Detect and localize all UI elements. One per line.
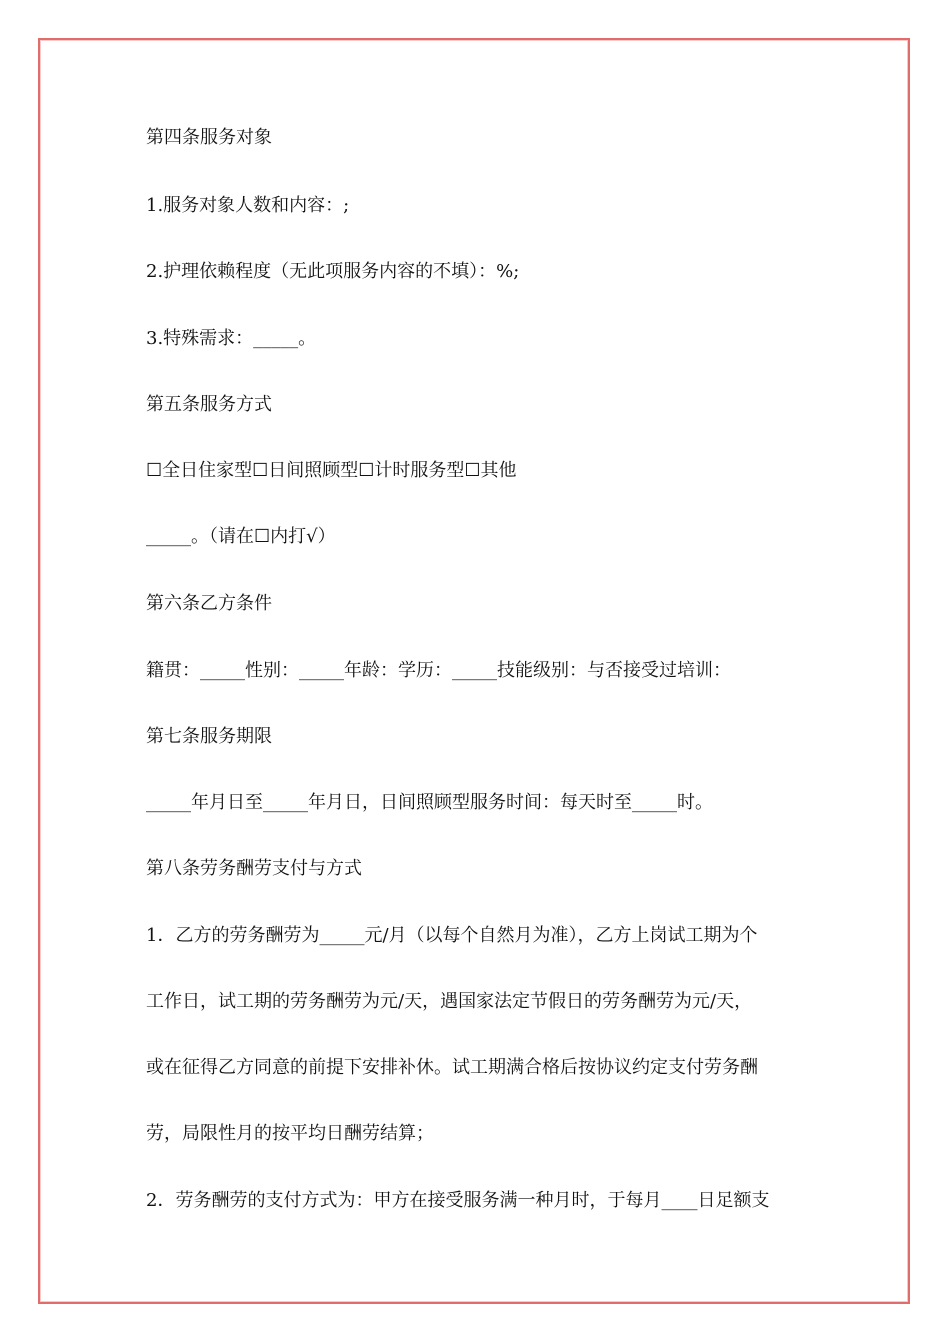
payment-method-line: 2．劳务酬劳的支付方式为：甲方在接受服务满一种月时，于每月____日足额支	[146, 1190, 770, 1211]
article-8-heading: 第八条劳务酬劳支付与方式	[146, 858, 362, 879]
payment-paragraph-line-4: 劳，局限性月的按平均日酬劳结算；	[146, 1123, 434, 1144]
special-needs-line: 3.特殊需求：_____。	[146, 328, 317, 349]
service-period-line: _____年月日至_____年月日，日间照顾型服务时间：每天时至_____时。	[146, 792, 713, 813]
service-type-note: _____。（请在☐内打√）	[146, 526, 336, 547]
payment-paragraph-line-1: 1．乙方的劳务酬劳为_____元/月（以每个自然月为准），乙方上岗试工期为个	[146, 925, 758, 946]
service-count-line: 1.服务对象人数和内容：;	[146, 195, 350, 216]
service-type-options: ☐全日住家型☐日间照顾型☐计时服务型☐其他	[146, 460, 517, 481]
article-4-heading: 第四条服务对象	[146, 127, 272, 148]
article-5-heading: 第五条服务方式	[146, 394, 272, 415]
article-7-heading: 第七条服务期限	[146, 726, 272, 747]
care-dependency-line: 2.护理依赖程度（无此项服务内容的不填）：%;	[146, 261, 520, 282]
worker-conditions-line: 籍贯：_____性别：_____年龄：学历：_____技能级别：与否接受过培训：	[146, 660, 731, 681]
article-6-heading: 第六条乙方条件	[146, 593, 272, 614]
payment-paragraph-line-2: 工作日，试工期的劳务酬劳为元/天，遇国家法定节假日的劳务酬劳为元/天，	[146, 991, 753, 1012]
payment-paragraph-line-3: 或在征得乙方同意的前提下安排补休。试工期满合格后按协议约定支付劳务酬	[146, 1057, 758, 1078]
